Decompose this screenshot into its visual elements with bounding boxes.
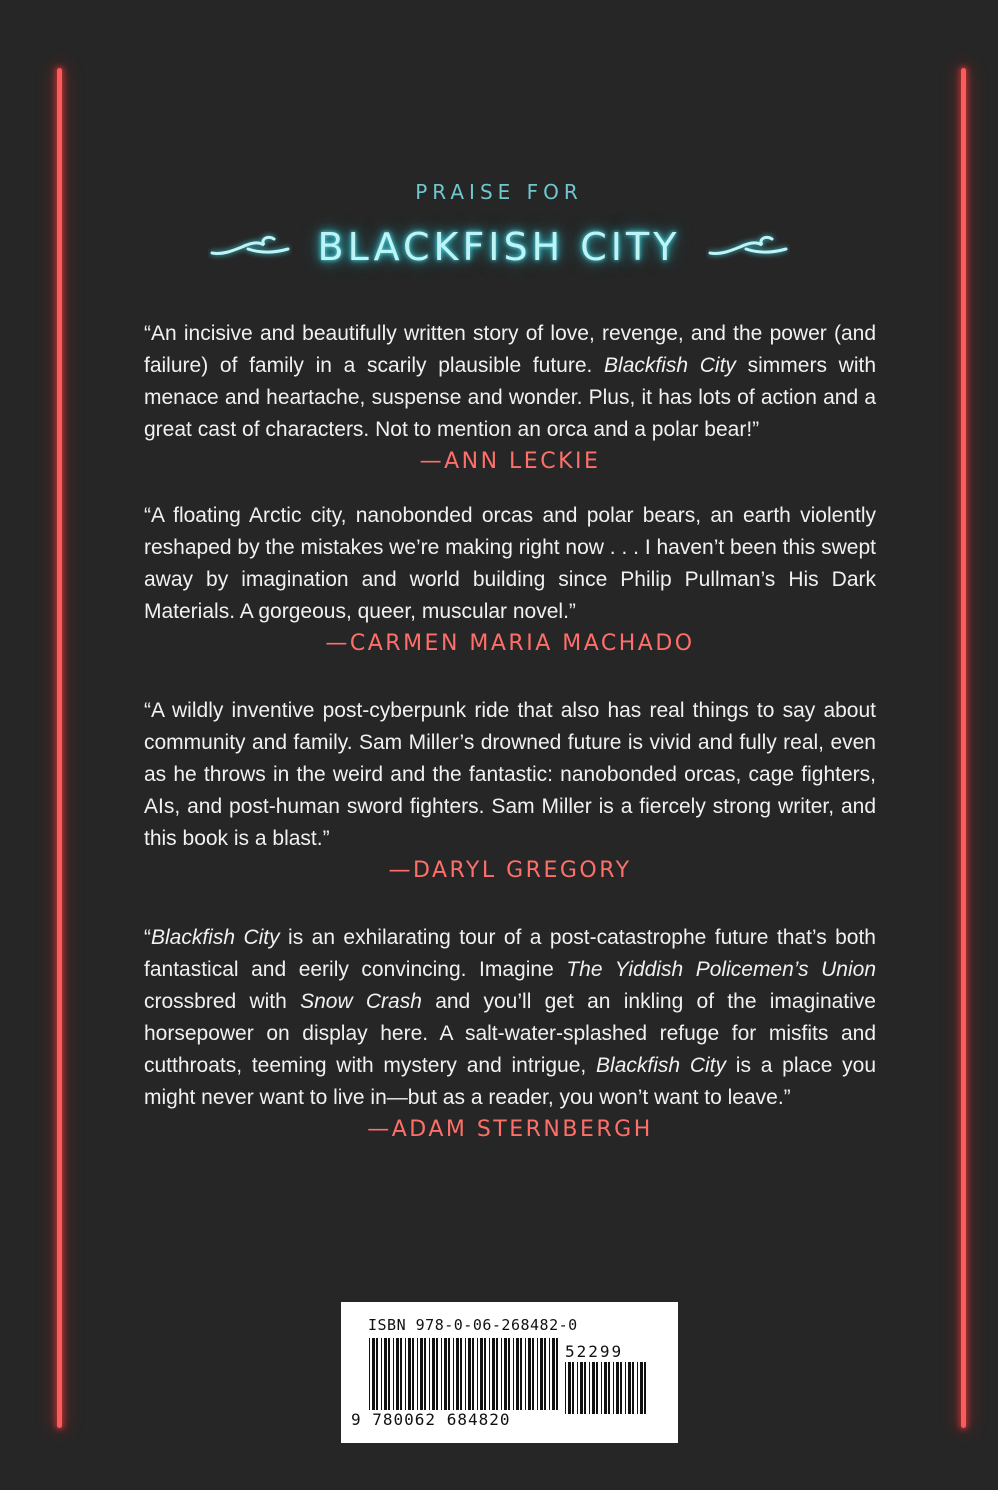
quote-text: “A floating Arctic city, nanobonded orcas and polar bears, an earth violently reshaped by the mistakes we’re making right now . . . I haven’t been this swept away by imagination and world building since Philip Pullman’s His Dark Materials. A gorgeous, queer, muscular novel.” [144,504,876,623]
quote-block [144,922,876,1146]
quote-text: “A wildly inventive post-cyberpunk ride that also has real things to say about community and family. Sam Miller’s drowned future is vivid and fully real, even as he throws in the weird and the fantastic: nanobonded orcas, cage fighters, AIs, and post-human sword fighters. Sam Miller is a fiercely strong writer, and this book is a blast.” [144,699,876,850]
quote-attribution: —DARYL GREGORY [388,858,632,883]
quote-block [144,318,876,478]
praise-for-heading: PRAISE FOR [415,180,583,204]
wave-icon [706,231,790,263]
barcode-digits: 9 780062 684820 [351,1410,511,1429]
barcode [341,1302,678,1443]
price-code: 52299 [565,1342,624,1361]
quote-text: “Blackfish City is an exhilarating tour of a post-catastrophe future that’s both fantastical and eerily convincing. Imagine The Yiddish Policemen’s Union crossbred with Snow Crash and you’ll get an inkling of the imaginative horsepower on display here. A salt-water-splashed refuge for misfits and cutthroats, teeming with mystery and intrigue, Blackfish City is a place you might never want to live in—but as a reader, you won’t want to leave.” [144,926,877,1109]
quote-attribution: —CARMEN MARIA MACHADO [325,631,695,656]
quote-block [144,695,876,887]
title-row [0,222,998,272]
book-title: BLACKFISH CITY [317,225,681,269]
quote-attribution: —ADAM STERNBERGH [367,1117,653,1142]
left-neon-bar [57,68,62,1428]
isbn-text: ISBN 978-0-06-268482-0 [368,1316,578,1334]
barcode-bars [369,1338,559,1410]
price-barcode-bars [565,1362,651,1414]
quote-block [144,500,876,660]
right-neon-bar [961,68,966,1428]
quote-attribution: —ANN LECKIE [419,449,601,474]
quote-text: “An incisive and beautifully written story of love, revenge, and the power (and failure) of family in a scarily plausible future. Blackfish City simmers with menace and heartache, suspense and wonder. Plus, it has lots of action and a great cast of characters. Not to mention an orca and a polar bear!” [144,322,876,441]
wave-icon [208,231,292,263]
